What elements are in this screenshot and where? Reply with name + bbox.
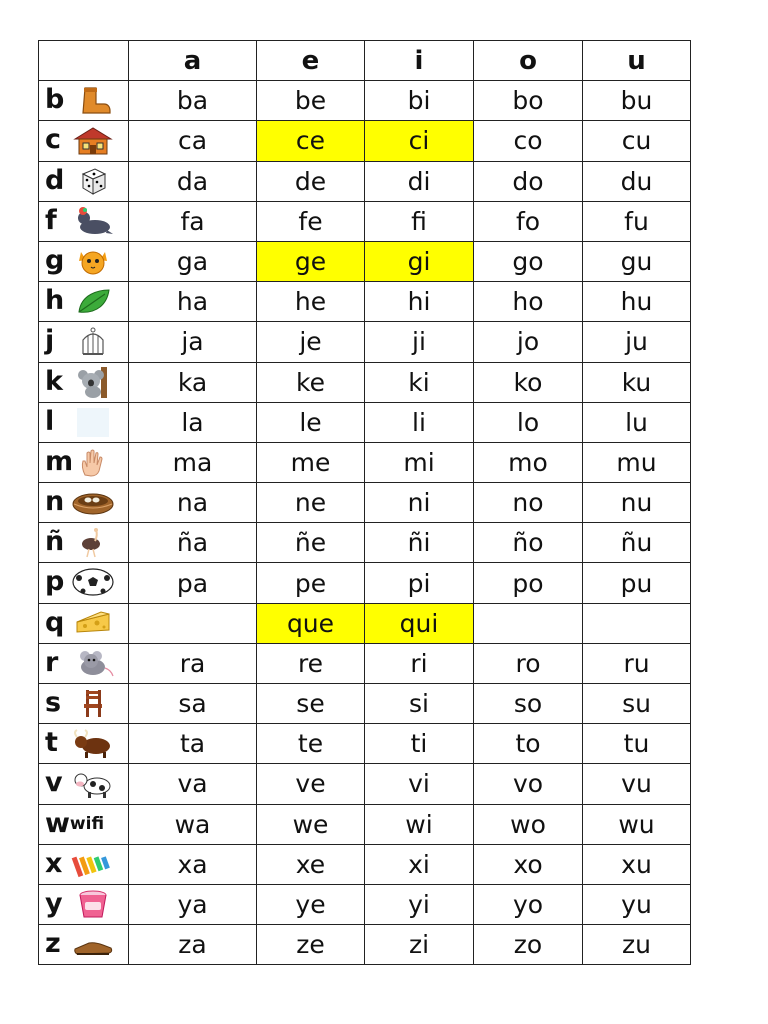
syllable-cell: me bbox=[257, 442, 365, 482]
syllable-cell: ñe bbox=[257, 523, 365, 563]
consonant-label: c bbox=[45, 124, 62, 156]
syllable-cell: hu bbox=[583, 282, 691, 322]
table-row bbox=[39, 925, 691, 965]
letter-cell bbox=[39, 684, 129, 724]
syllable-cell: fi bbox=[365, 201, 474, 241]
letter-cell bbox=[39, 442, 129, 482]
syllable-cell: ce bbox=[257, 121, 365, 161]
syllable-cell: ye bbox=[257, 884, 365, 924]
table-row bbox=[39, 442, 691, 482]
syllable-cell: be bbox=[257, 81, 365, 121]
table-row bbox=[39, 161, 691, 201]
syllable-cell: wo bbox=[474, 804, 583, 844]
letter-cell bbox=[39, 603, 129, 643]
table-row bbox=[39, 81, 691, 121]
syllable-cell: sa bbox=[129, 684, 257, 724]
consonant-label: q bbox=[45, 606, 65, 638]
syllable-cell: ru bbox=[583, 643, 691, 683]
mouse-icon bbox=[71, 648, 115, 679]
syllable-cell: ho bbox=[474, 282, 583, 322]
syllable-cell: xi bbox=[365, 844, 474, 884]
syllable-cell: hi bbox=[365, 282, 474, 322]
letter-cell bbox=[39, 322, 129, 362]
soccer-ball-icon bbox=[71, 567, 115, 598]
syllable-cell: ci bbox=[365, 121, 474, 161]
cow-icon bbox=[71, 768, 115, 799]
syllable-cell: su bbox=[583, 684, 691, 724]
syllable-cell: ti bbox=[365, 724, 474, 764]
table-row bbox=[39, 483, 691, 523]
header-row bbox=[39, 41, 691, 81]
moon-icon bbox=[71, 407, 115, 438]
table-row bbox=[39, 322, 691, 362]
table-row bbox=[39, 724, 691, 764]
table-row bbox=[39, 804, 691, 844]
letter-cell bbox=[39, 282, 129, 322]
table-row bbox=[39, 523, 691, 563]
syllable-cell: vi bbox=[365, 764, 474, 804]
consonant-label: y bbox=[45, 887, 63, 919]
letter-cell bbox=[39, 523, 129, 563]
letter-cell bbox=[39, 483, 129, 523]
syllable-cell: si bbox=[365, 684, 474, 724]
syllable-cell: gi bbox=[365, 241, 474, 281]
syllable-cell: lu bbox=[583, 402, 691, 442]
consonant-label: b bbox=[45, 84, 65, 116]
syllable-cell: ga bbox=[129, 241, 257, 281]
consonant-label: r bbox=[45, 646, 59, 678]
syllable-cell: bi bbox=[365, 81, 474, 121]
syllable-cell: pu bbox=[583, 563, 691, 603]
syllable-cell: we bbox=[257, 804, 365, 844]
syllable-cell: zu bbox=[583, 925, 691, 965]
header-vowel-u: u bbox=[583, 41, 691, 81]
syllable-cell: go bbox=[474, 241, 583, 281]
house-icon bbox=[71, 125, 115, 156]
header-vowel-i: i bbox=[365, 41, 474, 81]
table-row bbox=[39, 402, 691, 442]
syllable-cell: bo bbox=[474, 81, 583, 121]
syllable-cell: ña bbox=[129, 523, 257, 563]
syllable-cell: co bbox=[474, 121, 583, 161]
syllable-cell: ya bbox=[129, 884, 257, 924]
table-row bbox=[39, 844, 691, 884]
syllable-cell: lo bbox=[474, 402, 583, 442]
syllable-cell: fa bbox=[129, 201, 257, 241]
consonant-label: g bbox=[45, 244, 65, 276]
nest-icon bbox=[71, 487, 115, 518]
consonant-label: p bbox=[45, 566, 65, 598]
syllable-cell: bu bbox=[583, 81, 691, 121]
syllable-cell: ra bbox=[129, 643, 257, 683]
syllable-cell: zo bbox=[474, 925, 583, 965]
consonant-label: j bbox=[45, 325, 55, 357]
syllable-cell: za bbox=[129, 925, 257, 965]
table-row bbox=[39, 684, 691, 724]
syllable-cell: he bbox=[257, 282, 365, 322]
syllable-cell: ge bbox=[257, 241, 365, 281]
syllable-cell bbox=[129, 603, 257, 643]
syllable-cell: ko bbox=[474, 362, 583, 402]
syllable-cell bbox=[474, 603, 583, 643]
header-vowel-o: o bbox=[474, 41, 583, 81]
consonant-label: h bbox=[45, 285, 65, 317]
syllable-cell: wi bbox=[365, 804, 474, 844]
table-row bbox=[39, 764, 691, 804]
syllable-cell: se bbox=[257, 684, 365, 724]
table-row bbox=[39, 282, 691, 322]
syllable-cell: pe bbox=[257, 563, 365, 603]
consonant-label: d bbox=[45, 164, 65, 196]
xylophone-icon bbox=[71, 849, 115, 880]
table-row bbox=[39, 603, 691, 643]
table-row bbox=[39, 884, 691, 924]
syllable-cell: di bbox=[365, 161, 474, 201]
syllable-cell: mu bbox=[583, 442, 691, 482]
syllable-cell: du bbox=[583, 161, 691, 201]
seal-icon bbox=[71, 206, 115, 237]
syllable-cell: ku bbox=[583, 362, 691, 402]
syllable-cell: ba bbox=[129, 81, 257, 121]
letter-cell bbox=[39, 804, 129, 844]
syllable-cell: ñu bbox=[583, 523, 691, 563]
syllable-cell: ri bbox=[365, 643, 474, 683]
syllable-cell: pi bbox=[365, 563, 474, 603]
syllable-cell: wu bbox=[583, 804, 691, 844]
letter-cell bbox=[39, 764, 129, 804]
letter-cell bbox=[39, 925, 129, 965]
header-vowel-a: a bbox=[129, 41, 257, 81]
syllable-cell: ze bbox=[257, 925, 365, 965]
syllable-cell: vo bbox=[474, 764, 583, 804]
syllable-cell: ta bbox=[129, 724, 257, 764]
syllable-cell: ro bbox=[474, 643, 583, 683]
syllable-cell: ji bbox=[365, 322, 474, 362]
syllable-cell: ja bbox=[129, 322, 257, 362]
bull-icon bbox=[71, 728, 115, 759]
consonant-label: k bbox=[45, 365, 63, 397]
syllable-cell: da bbox=[129, 161, 257, 201]
syllable-cell: xu bbox=[583, 844, 691, 884]
table-row bbox=[39, 362, 691, 402]
consonant-label: f bbox=[45, 204, 57, 236]
table-row bbox=[39, 201, 691, 241]
koala-icon bbox=[71, 367, 115, 398]
letter-cell bbox=[39, 81, 129, 121]
syllable-cell: ke bbox=[257, 362, 365, 402]
syllable-cell: qui bbox=[365, 603, 474, 643]
letter-cell bbox=[39, 724, 129, 764]
header-corner bbox=[39, 41, 129, 81]
syllable-cell: tu bbox=[583, 724, 691, 764]
chair-icon bbox=[71, 688, 115, 719]
syllable-cell: ju bbox=[583, 322, 691, 362]
syllable-cell: xa bbox=[129, 844, 257, 884]
letter-cell bbox=[39, 201, 129, 241]
dice-icon bbox=[71, 166, 115, 197]
table-row bbox=[39, 121, 691, 161]
syllable-cell: fo bbox=[474, 201, 583, 241]
syllable-cell: so bbox=[474, 684, 583, 724]
syllable-cell bbox=[583, 603, 691, 643]
syllable-cell: yu bbox=[583, 884, 691, 924]
letter-cell bbox=[39, 362, 129, 402]
cat-icon bbox=[71, 246, 115, 277]
consonant-label: z bbox=[45, 928, 61, 960]
syllable-cell: xe bbox=[257, 844, 365, 884]
syllable-cell: que bbox=[257, 603, 365, 643]
letter-cell bbox=[39, 563, 129, 603]
shoe-icon bbox=[71, 929, 115, 960]
syllable-cell: ño bbox=[474, 523, 583, 563]
syllable-cell: je bbox=[257, 322, 365, 362]
boot-icon bbox=[71, 85, 115, 116]
syllable-cell: no bbox=[474, 483, 583, 523]
letter-cell bbox=[39, 643, 129, 683]
consonant-label: t bbox=[45, 727, 58, 759]
syllable-cell: mi bbox=[365, 442, 474, 482]
letter-cell bbox=[39, 241, 129, 281]
cheese-icon bbox=[71, 608, 115, 639]
syllable-cell: xo bbox=[474, 844, 583, 884]
syllable-cell: va bbox=[129, 764, 257, 804]
syllable-cell: zi bbox=[365, 925, 474, 965]
syllable-cell: ñi bbox=[365, 523, 474, 563]
syllable-table bbox=[38, 40, 691, 965]
syllable-cell: li bbox=[365, 402, 474, 442]
birdcage-icon bbox=[71, 326, 115, 357]
leaf-icon bbox=[71, 286, 115, 317]
syllable-cell: nu bbox=[583, 483, 691, 523]
syllable-cell: vu bbox=[583, 764, 691, 804]
syllable-cell: le bbox=[257, 402, 365, 442]
syllable-cell: ne bbox=[257, 483, 365, 523]
syllable-cell: do bbox=[474, 161, 583, 201]
consonant-label: m bbox=[45, 445, 74, 477]
syllable-cell: jo bbox=[474, 322, 583, 362]
syllable-cell: ve bbox=[257, 764, 365, 804]
header-vowel-e: e bbox=[257, 41, 365, 81]
syllable-cell: na bbox=[129, 483, 257, 523]
syllable-cell: ma bbox=[129, 442, 257, 482]
syllable-cell: fe bbox=[257, 201, 365, 241]
consonant-label: n bbox=[45, 486, 65, 518]
table-row bbox=[39, 563, 691, 603]
consonant-label: w bbox=[45, 807, 70, 839]
table-row bbox=[39, 643, 691, 683]
syllable-cell: pa bbox=[129, 563, 257, 603]
syllable-cell: mo bbox=[474, 442, 583, 482]
syllable-cell: ha bbox=[129, 282, 257, 322]
letter-cell bbox=[39, 161, 129, 201]
wifi-icon: wifi bbox=[69, 813, 105, 834]
ostrich-icon bbox=[71, 527, 115, 558]
syllable-cell: te bbox=[257, 724, 365, 764]
yogurt-icon bbox=[71, 889, 115, 920]
syllable-cell: wa bbox=[129, 804, 257, 844]
syllable-cell: po bbox=[474, 563, 583, 603]
syllable-cell: re bbox=[257, 643, 365, 683]
consonant-label: v bbox=[45, 767, 63, 799]
letter-cell bbox=[39, 844, 129, 884]
hand-icon bbox=[71, 447, 115, 478]
consonant-label: s bbox=[45, 687, 62, 718]
syllable-cell: ni bbox=[365, 483, 474, 523]
syllable-cell: gu bbox=[583, 241, 691, 281]
consonant-label: l bbox=[45, 405, 55, 437]
syllable-cell: yi bbox=[365, 884, 474, 924]
syllable-cell: cu bbox=[583, 121, 691, 161]
consonant-label: x bbox=[45, 847, 63, 879]
syllable-cell: de bbox=[257, 161, 365, 201]
consonant-label: ñ bbox=[45, 526, 65, 558]
syllable-cell: fu bbox=[583, 201, 691, 241]
syllable-cell: ca bbox=[129, 121, 257, 161]
syllable-cell: la bbox=[129, 402, 257, 442]
table-row bbox=[39, 241, 691, 281]
syllable-cell: to bbox=[474, 724, 583, 764]
letter-cell bbox=[39, 884, 129, 924]
letter-cell bbox=[39, 121, 129, 161]
syllable-cell: ki bbox=[365, 362, 474, 402]
letter-cell bbox=[39, 402, 129, 442]
syllable-cell: ka bbox=[129, 362, 257, 402]
syllable-cell: yo bbox=[474, 884, 583, 924]
